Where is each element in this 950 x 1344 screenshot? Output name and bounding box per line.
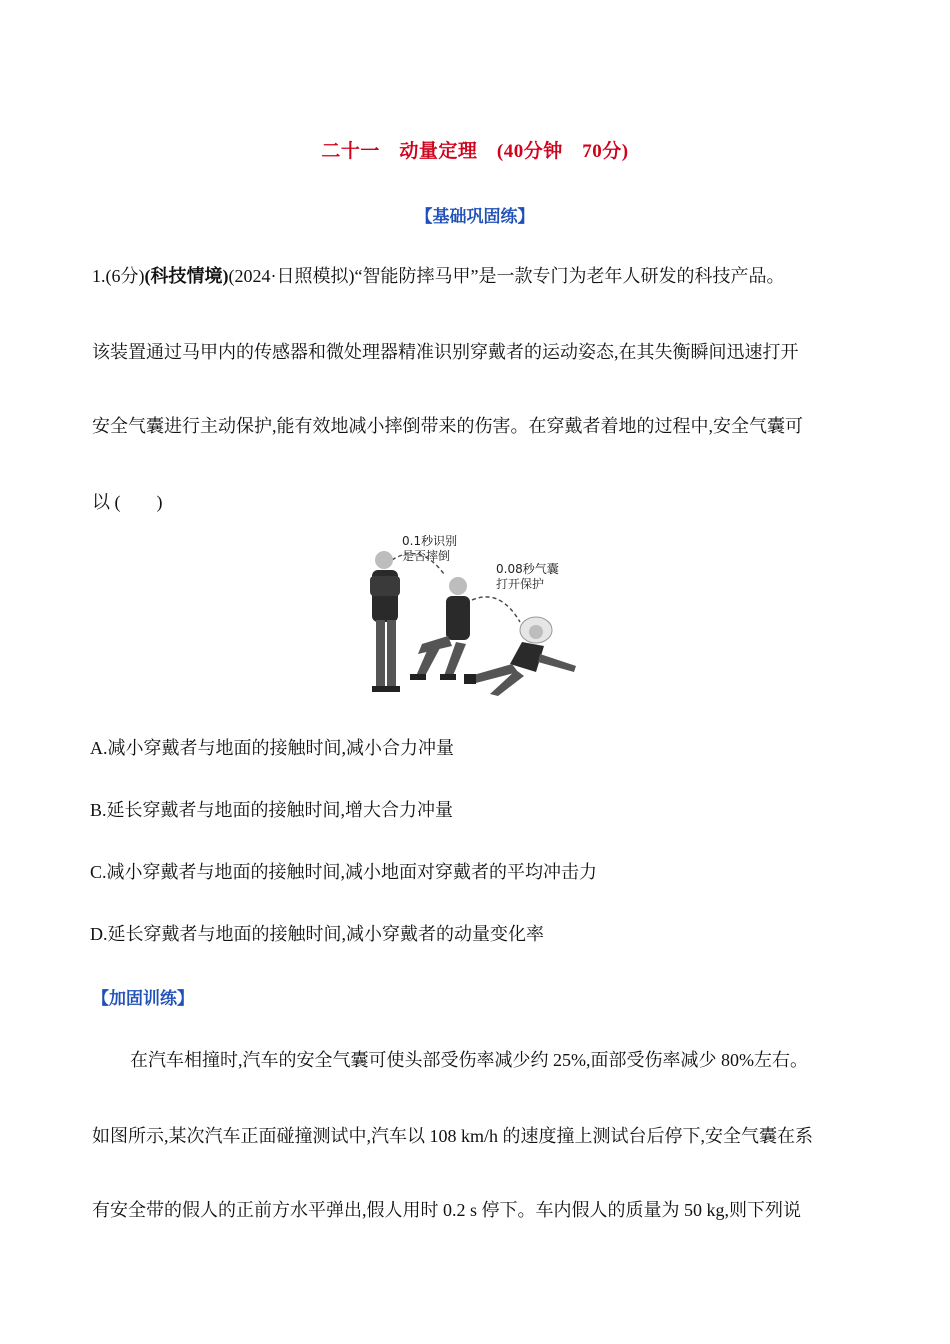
reinforce-line-2: 如图所示,某次汽车正面碰撞测试中,汽车以 108 km/h 的速度撞上测试台后停下,安全气囊在系	[92, 1126, 813, 1146]
option-b: B.延长穿戴者与地面的接触时间,增大合力冲量	[90, 800, 454, 820]
fall-sequence-illustration	[340, 526, 600, 702]
standing-person	[370, 551, 400, 692]
section-heading-basic: 【基础巩固练】	[415, 207, 535, 226]
reinforce-line-3: 有安全带的假人的正前方水平弹出,假人用时 0.2 s 停下。车内假人的质量为 50 kg,则下列说	[92, 1200, 802, 1220]
question-text: “智能防摔马甲”是一款专门为老年人研发的科技产品。	[354, 266, 785, 286]
question-1-line-2: 该装置通过马甲内的传感器和微处理器精准识别穿戴者的运动姿态,在其失衡瞬间迅速打开	[92, 342, 799, 362]
falling-person	[410, 577, 470, 680]
option-d: D.延长穿戴者与地面的接触时间,减小穿戴者的动量变化率	[90, 924, 544, 944]
figure-label-airbag: 0.08秒气囊 打开保护	[496, 562, 559, 591]
page-title: 二十一 动量定理 (40分钟 70分)	[321, 141, 629, 162]
reinforce-line-1: 在汽车相撞时,汽车的安全气囊可使头部受伤率减少约 25%,面部受伤率减少 80%左右。	[130, 1050, 808, 1070]
section-heading-reinforce: 【加固训练】	[92, 989, 194, 1008]
question-1-line-4: 以 ( )	[92, 492, 163, 512]
question-1-line-1	[92, 262, 862, 288]
question-tag: (科技情境)	[144, 266, 229, 286]
figure-label-detect: 0.1秒识别 是否摔倒	[402, 534, 458, 563]
question-number-score: 1.(6分)	[92, 266, 145, 286]
airbag-person	[464, 617, 576, 696]
dashed-arc-2	[472, 597, 520, 622]
fall-vest-figure	[340, 526, 600, 702]
option-a: A.减小穿戴者与地面的接触时间,减小合力冲量	[90, 738, 454, 758]
question-source: (2024·日照模拟)	[228, 266, 355, 286]
question-1-line-3: 安全气囊进行主动保护,能有效地减小摔倒带来的伤害。在穿戴者着地的过程中,安全气囊可	[92, 416, 803, 436]
option-c: C.减小穿戴者与地面的接触时间,减小地面对穿戴者的平均冲击力	[90, 862, 598, 882]
